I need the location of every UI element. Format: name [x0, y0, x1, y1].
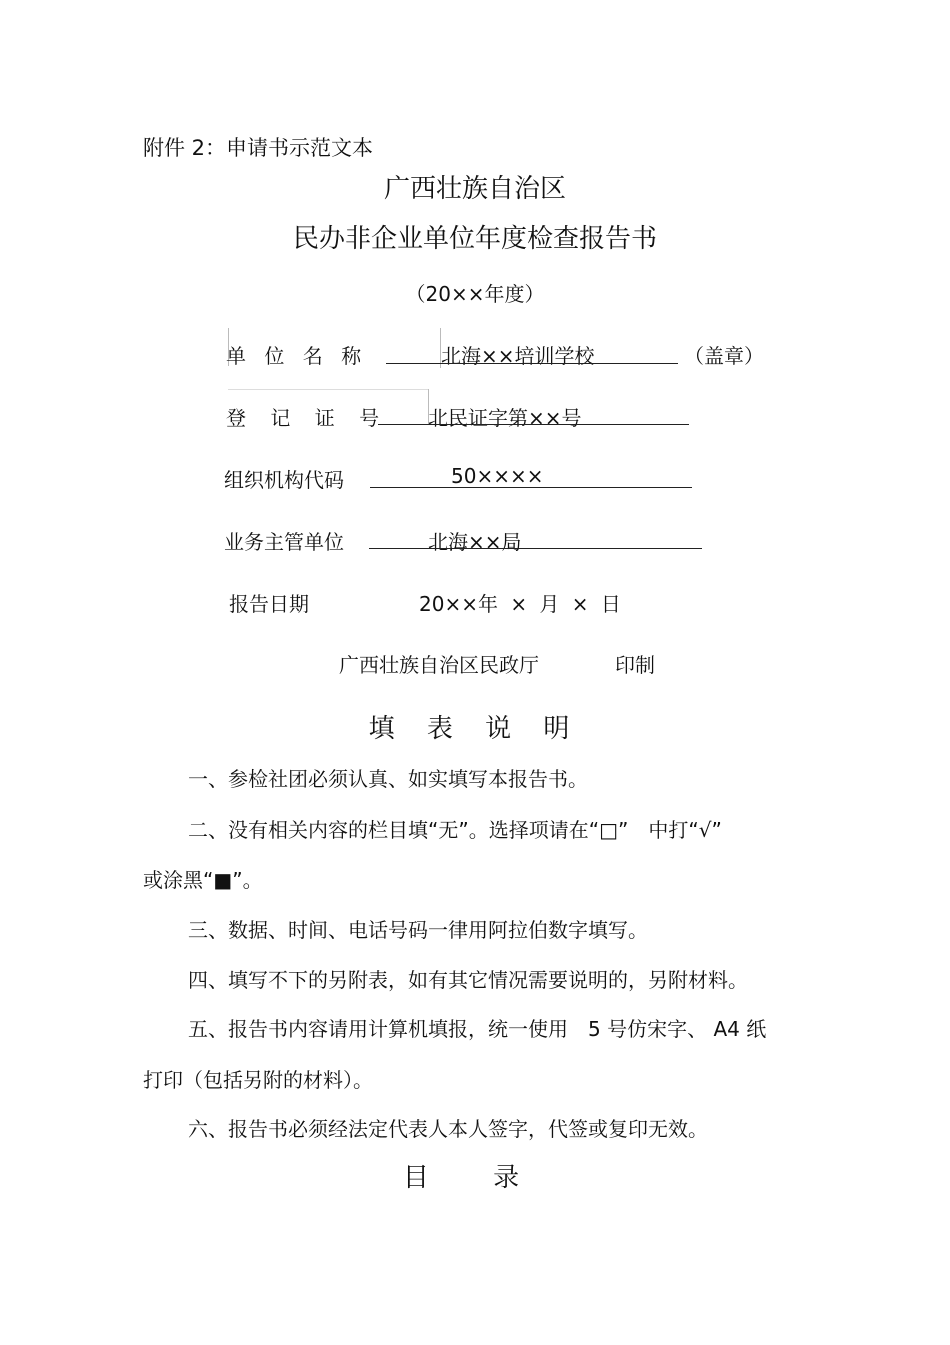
unit-name-seal: （盖章） — [684, 344, 764, 368]
reg-no-value: 北民证字第××号 — [428, 406, 582, 430]
supervisor-label: 业务主管单位 — [224, 530, 344, 554]
toc-title: 目 录 — [402, 1163, 548, 1193]
instructions-title: 填 表 说 明 — [368, 714, 582, 744]
org-code-value: 50×××× — [451, 464, 544, 488]
supervisor-underline — [369, 548, 702, 549]
title-region: 广西壮族自治区 — [383, 174, 566, 204]
instruction-item: 三、数据、时间、电话号码一律用阿拉伯数字填写。 — [188, 918, 648, 942]
instruction-item: 二、没有相关内容的栏目填“无”。选择项请在“□” 中打“√” — [188, 818, 722, 842]
unit-name-label: 单 位 名 称 — [226, 344, 368, 368]
faint-rule — [228, 389, 428, 390]
reg-no-underline — [378, 424, 689, 425]
org-code-underline — [370, 487, 692, 488]
instruction-item: 打印（包括另附的材料）。 — [143, 1068, 373, 1092]
reg-no-label: 登 记 证 号 — [226, 406, 389, 430]
instruction-item: 或涂黑“■”。 — [143, 868, 263, 892]
title-report: 民办非企业单位年度检查报告书 — [292, 224, 657, 254]
report-date-label: 报告日期 — [229, 592, 309, 616]
report-date-value: 20××年 × 月 × 日 — [419, 592, 621, 616]
instruction-item: 四、填写不下的另附表，如有其它情况需要说明的，另附材料。 — [188, 968, 748, 992]
printer-action: 印制 — [615, 653, 655, 677]
printer-name: 广西壮族自治区民政厅 — [339, 653, 539, 677]
supervisor-value: 北海××局 — [428, 530, 522, 554]
instruction-item: 一、参检社团必须认真、如实填写本报告书。 — [188, 767, 588, 791]
attachment-label: 附件 2：申请书示范文本 — [143, 136, 374, 160]
unit-name-value: 北海××培训学校 — [441, 344, 595, 368]
unit-name-underline — [386, 363, 678, 364]
instruction-item: 六、报告书必须经法定代表人本人签字，代签或复印无效。 — [188, 1117, 708, 1141]
year-line: （20××年度） — [405, 282, 545, 306]
org-code-label: 组织机构代码 — [224, 468, 344, 492]
instruction-item: 五、报告书内容请用计算机填报，统一使用 5 号仿宋字、 A4 纸 — [188, 1017, 767, 1041]
